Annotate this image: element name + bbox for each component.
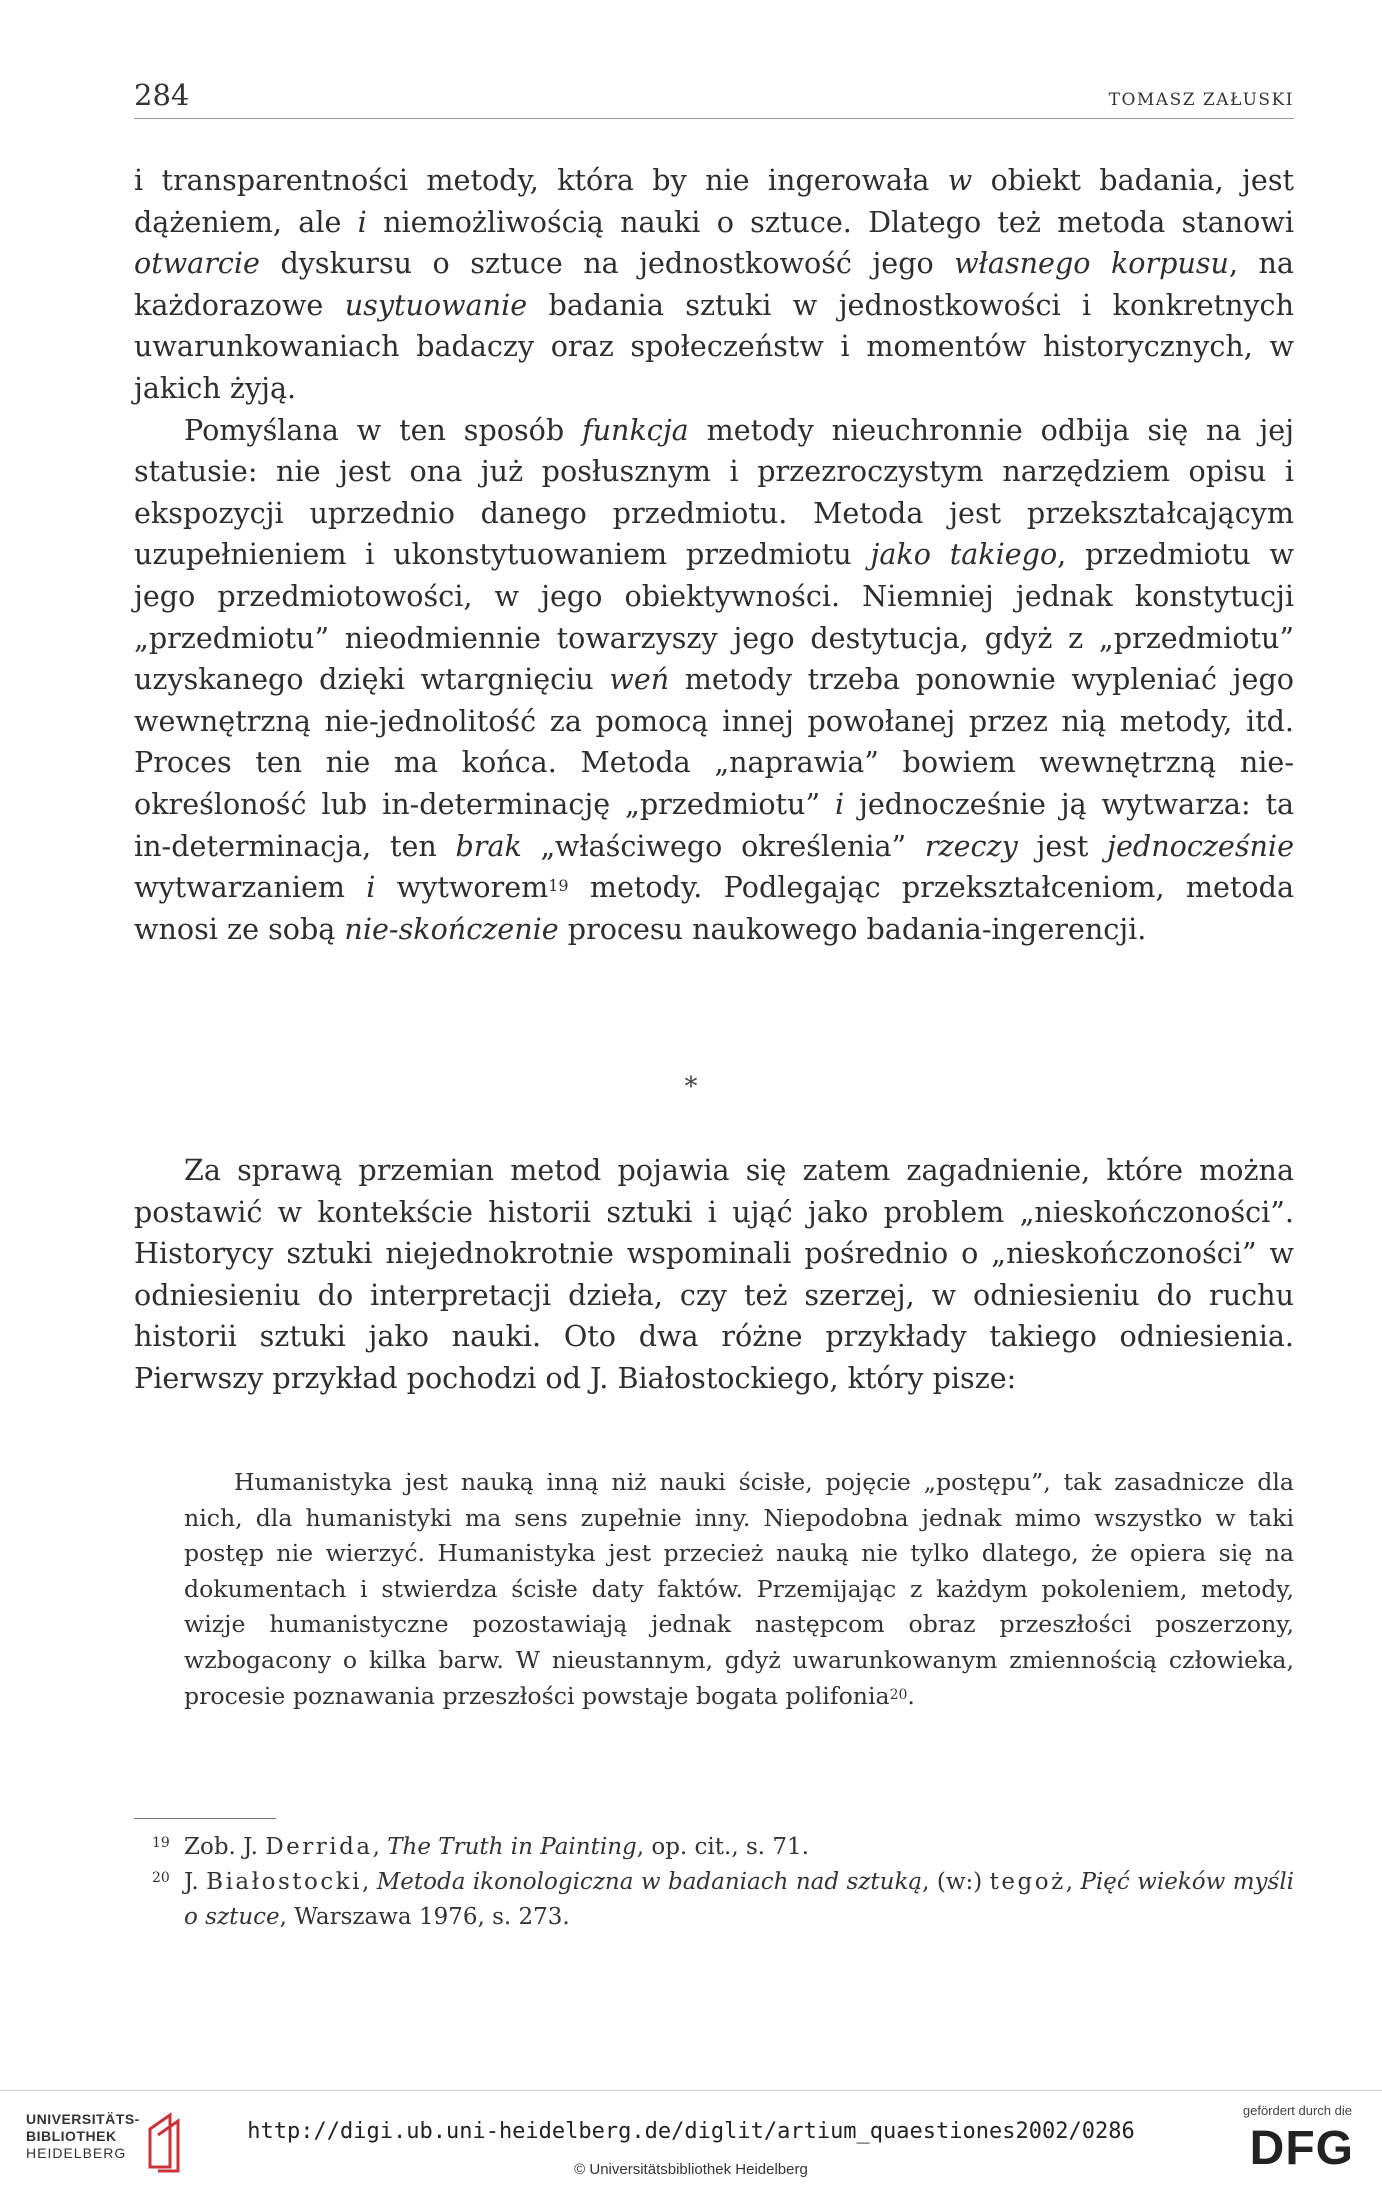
digitization-footer [0,2090,1382,2198]
page-header [134,78,1294,119]
section-separator: * [684,1072,698,1102]
footnote-ref-20: 20 [889,1686,908,1703]
paragraph-2: Pomyślana w ten sposób funkcja metody nieuchronnie odbija się na jej statusie: nie jest ona już posłusznym i przezroczystym narzędziem opisu i ekspozycji uprzednio danego przedmiotu. Metoda jest przekształcającym uzupełnieniem i ukonstytuowaniem przedmiotu jako takiego, przedmiotu w jego przedmiotowości, w jego obiektywności. Niemniej jednak konstytucji „przedmiotu” nieodmiennie towarzyszy jego destytucja, gdyż z „przedmiotu” uzyskanego dzięki wtargnięciu weń metody trzeba ponownie wypleniać jego wewnętrzną nie-jednolitość za pomocą innej powołanej przez nią metody, itd. Proces ten nie ma końca. Metoda „naprawia” bowiem wewnętrzną nie-określoność lub in-determinację „przedmiotu” i jednocześnie ją wytwarza: ta in-determinacja, ten brak „właściwego określenia” rzeczy jest jednocześnie wytwarzaniem i wytworem$^{19}$ metody. Podlegając przekształceniom, metoda wnosi ze sobą nie-skończenie procesu naukowego badania-ingerencji. [134,412,1295,946]
block-quote [184,1465,1294,1714]
copyright-notice: © Universitätsbibliothek Heidelberg [574,2161,808,2178]
footnote-divider [134,1818,276,1819]
library-logo[interactable]: UNIVERSITÄTS- BIBLIOTHEK HEIDELBERG [26,2111,140,2161]
main-text [134,160,1294,950]
funding-caption: gefördert durch die [1242,2103,1352,2118]
footnote-19: $^{19}$ Zob. J. Derrida, The Truth in Painting, op. cit., s. 71. [152,1834,809,1860]
footnote-20: $^{20}$ J. Białostocki, Metoda ikonologiczna w badaniach nad sztuką, (w:) tegoż, Pięć wieków myśli o sztuce, Warszawa 1976, s. 273. [152,1869,1295,1930]
paragraph-3: Za sprawą przemian metod pojawia się zatem zagadnienie, które można postawić w kontekście historii sztuki i ująć jako problem „nieskończoności”. Historycy sztuki niejednokrotnie wspominali pośrednio o „nieskończoności” w odniesieniu do interpretacji dzieła, czy też szerzej, w odniesieniu do ruchu historii sztuki jako nauki. Oto dwa różne przykłady takiego odniesienia. Pierwszy przykład pochodzi od J. Białostockiego, który pisze: [134,1153,1294,1395]
main-text-continued [134,1150,1294,1400]
running-head: TOMASZ ZAŁUSKI [1108,90,1294,110]
dfg-logo[interactable]: DFG [1249,2122,1354,2175]
quote-text: Humanistyka jest nauką inną niż nauki ścisłe, pojęcie „postępu”, tak zasadnicze dla nich, dla humanistyki ma sens zupełnie inny. Niepodobna jednak mimo wszystko w taki postęp nie wierzyć. Humanistyka jest przecież nauką nie tylko dlatego, że opiera się na dokumentach i stwierdza ścisłe daty faktów. Przemijając z każdym pokoleniem, metody, wizje humanistyczne pozostawiają jednak następcom obraz przeszłości poszerzony, wzbogacony o kilka barw. W nieustannym, gdyż uwarunkowanym zmiennością człowieka, procesie poznawania przeszłości powstaje bogata polifonia$^{20}$. [184,1468,1294,1710]
footnotes [152,1830,1295,1935]
paragraph-1: i transparentności metody, która by nie ingerowała w obiekt badania, jest dążeniem, ale i niemożliwością nauki o sztuce. Dlatego też metoda stanowi otwarcie dyskursu o sztuce na jednostkowość jego własnego korpusu, na każdorazowe usytuowanie badania sztuki w jednostkowości i konkretnych uwarunkowaniach badaczy oraz społeczeństw i momentów historycznych, w jakich żyją. [134,163,1294,405]
digital-library-link[interactable]: http://digi.ub.uni-heidelberg.de/diglit/artium_quaestiones2002/0286 [247,2119,1135,2144]
page-number: 284 [134,78,190,112]
footnote-ref-19: 19 [548,876,569,896]
